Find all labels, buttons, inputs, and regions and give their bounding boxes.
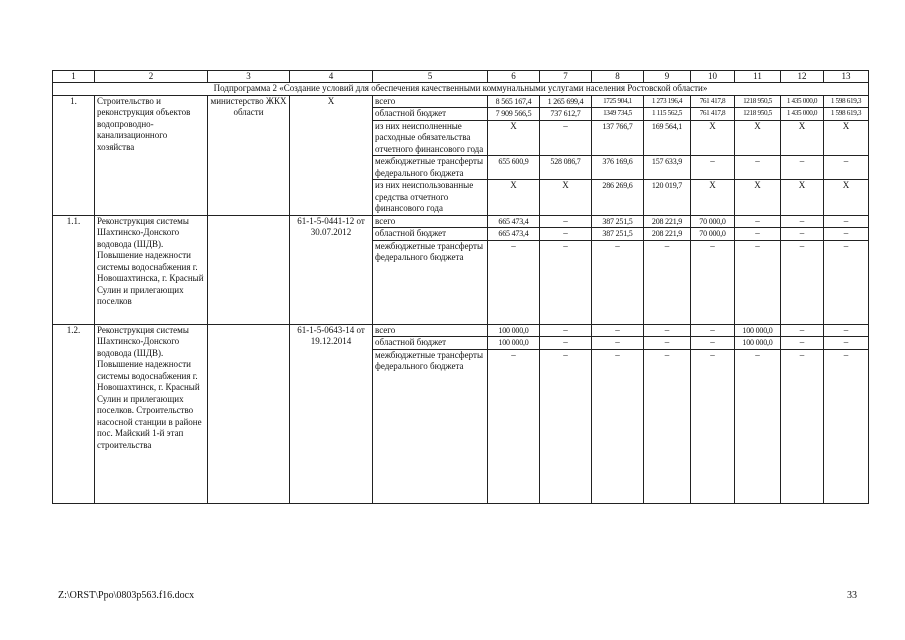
footer-page-number: 33 bbox=[847, 590, 857, 601]
col-header: 12 bbox=[781, 71, 824, 83]
funding-label: всего bbox=[373, 95, 488, 108]
value-cell: – bbox=[781, 215, 824, 228]
funding-label: из них неиспользованные средства отчетного финансового года bbox=[373, 180, 488, 216]
value-cell: – bbox=[592, 337, 644, 350]
col-header: 6 bbox=[488, 71, 540, 83]
value-cell: – bbox=[824, 349, 869, 503]
row-number: 1.2. bbox=[53, 324, 95, 503]
funding-label: областной бюджет bbox=[373, 337, 488, 350]
column-number-row bbox=[53, 71, 869, 83]
value-cell: – bbox=[540, 349, 592, 503]
value-cell: 70 000,0 bbox=[691, 215, 735, 228]
value-cell: – bbox=[735, 215, 781, 228]
expertise-code: 61-1-5-0643-14 от 19.12.2014 bbox=[290, 324, 373, 503]
table-row bbox=[53, 95, 869, 108]
value-cell: – bbox=[540, 228, 592, 241]
value-cell: 7 909 566,5 bbox=[488, 108, 540, 121]
value-cell: – bbox=[824, 228, 869, 241]
value-cell: – bbox=[735, 349, 781, 503]
row-number: 1. bbox=[53, 95, 95, 215]
value-cell: – bbox=[691, 337, 735, 350]
value-cell: Х bbox=[540, 180, 592, 216]
subprogram-row bbox=[53, 83, 869, 96]
funding-label: всего bbox=[373, 215, 488, 228]
funding-label: областной бюджет bbox=[373, 108, 488, 121]
value-cell: Х bbox=[735, 180, 781, 216]
value-cell: – bbox=[691, 156, 735, 180]
funding-label: областной бюджет bbox=[373, 228, 488, 241]
value-cell: – bbox=[735, 156, 781, 180]
footer-file-path: Z:\ORST\Ppo\0803p563.f16.docx bbox=[58, 590, 195, 601]
value-cell: 1 435 000,0 bbox=[781, 108, 824, 121]
col-header: 9 bbox=[644, 71, 691, 83]
value-cell: 100 000,0 bbox=[488, 324, 540, 337]
col-header: 2 bbox=[95, 71, 208, 83]
value-cell: 1349 734,5 bbox=[592, 108, 644, 121]
object-name: Реконструкция системы Шахтинско-Донского водовода (ШДВ). Повышение надежности системы водоснабжения г. Новошахтинска, г. Красный Сулин и прилегающих поселков bbox=[95, 215, 208, 324]
value-cell: Х bbox=[824, 180, 869, 216]
value-cell: Х bbox=[488, 180, 540, 216]
value-cell: 100 000,0 bbox=[735, 337, 781, 350]
table-row bbox=[53, 215, 869, 228]
value-cell: Х bbox=[781, 180, 824, 216]
table-row bbox=[53, 324, 869, 337]
value-cell: 8 565 167,4 bbox=[488, 95, 540, 108]
funding-label: межбюджетные трансферты федерального бюджета bbox=[373, 156, 488, 180]
value-cell: – bbox=[540, 337, 592, 350]
value-cell: 1 273 196,4 bbox=[644, 95, 691, 108]
subprogram-title: Подпрограмма 2 «Создание условий для обеспечения качественными коммунальными услугами населения Ростовской области» bbox=[53, 83, 869, 96]
funding-label: всего bbox=[373, 324, 488, 337]
col-header: 4 bbox=[290, 71, 373, 83]
value-cell: – bbox=[488, 349, 540, 503]
value-cell: – bbox=[781, 337, 824, 350]
value-cell: – bbox=[691, 349, 735, 503]
value-cell: – bbox=[644, 240, 691, 324]
value-cell: – bbox=[735, 240, 781, 324]
budget-table bbox=[52, 70, 869, 504]
value-cell: 137 766,7 bbox=[592, 120, 644, 156]
value-cell: – bbox=[644, 337, 691, 350]
value-cell: – bbox=[644, 324, 691, 337]
value-cell: 655 600,9 bbox=[488, 156, 540, 180]
value-cell: – bbox=[781, 156, 824, 180]
value-cell: – bbox=[691, 324, 735, 337]
object-name: Строительство и реконструкция объектов водопроводно-канализационного хозяйства bbox=[95, 95, 208, 215]
value-cell: – bbox=[540, 240, 592, 324]
value-cell: Х bbox=[488, 120, 540, 156]
responsible-org: министерство ЖКХ области bbox=[208, 95, 290, 215]
value-cell: 528 086,7 bbox=[540, 156, 592, 180]
value-cell: 1 265 699,4 bbox=[540, 95, 592, 108]
value-cell: – bbox=[781, 240, 824, 324]
value-cell: Х bbox=[781, 120, 824, 156]
responsible-org-empty bbox=[208, 324, 290, 503]
value-cell: Х bbox=[735, 120, 781, 156]
funding-label: межбюджетные трансферты федерального бюджета bbox=[373, 240, 488, 324]
value-cell: – bbox=[781, 349, 824, 503]
value-cell: – bbox=[824, 215, 869, 228]
col-header: 1 bbox=[53, 71, 95, 83]
value-cell: 1 598 619,3 bbox=[824, 108, 869, 121]
value-cell: 737 612,7 bbox=[540, 108, 592, 121]
value-cell: 761 417,8 bbox=[691, 108, 735, 121]
expertise-code: Х bbox=[290, 95, 373, 215]
funding-label: межбюджетные трансферты федерального бюджета bbox=[373, 349, 488, 503]
value-cell: – bbox=[540, 120, 592, 156]
value-cell: 208 221,9 bbox=[644, 215, 691, 228]
funding-label: из них неисполненные расходные обязательства отчетного финансового года bbox=[373, 120, 488, 156]
col-header: 13 bbox=[824, 71, 869, 83]
value-cell: – bbox=[824, 156, 869, 180]
value-cell: – bbox=[592, 240, 644, 324]
value-cell: – bbox=[824, 324, 869, 337]
value-cell: – bbox=[592, 349, 644, 503]
value-cell: – bbox=[644, 349, 691, 503]
col-header: 8 bbox=[592, 71, 644, 83]
value-cell: 208 221,9 bbox=[644, 228, 691, 241]
value-cell: 761 417,8 bbox=[691, 95, 735, 108]
value-cell: – bbox=[781, 324, 824, 337]
value-cell: 120 019,7 bbox=[644, 180, 691, 216]
col-header: 7 bbox=[540, 71, 592, 83]
row-number: 1.1. bbox=[53, 215, 95, 324]
expertise-code: 61-1-5-0441-12 от 30.07.2012 bbox=[290, 215, 373, 324]
value-cell: 376 169,6 bbox=[592, 156, 644, 180]
value-cell: Х bbox=[691, 180, 735, 216]
col-header: 5 bbox=[373, 71, 488, 83]
value-cell: 1 598 619,3 bbox=[824, 95, 869, 108]
object-name: Реконструкция системы Шахтинско-Донского водовода (ШДВ). Повышение надежности системы водоснабжения г. Новошахтинск, г. Красный Сулин и прилегающих поселков. Строительство насосной станции в районе пос. Майский 1-й этап строительства bbox=[95, 324, 208, 503]
value-cell: – bbox=[540, 324, 592, 337]
value-cell: – bbox=[735, 228, 781, 241]
value-cell: 387 251,5 bbox=[592, 215, 644, 228]
value-cell: 1725 904,1 bbox=[592, 95, 644, 108]
value-cell: 286 269,6 bbox=[592, 180, 644, 216]
value-cell: 1218 950,5 bbox=[735, 108, 781, 121]
value-cell: 1 435 000,0 bbox=[781, 95, 824, 108]
value-cell: 157 633,9 bbox=[644, 156, 691, 180]
value-cell: 169 564,1 bbox=[644, 120, 691, 156]
col-header: 11 bbox=[735, 71, 781, 83]
responsible-org-empty bbox=[208, 215, 290, 324]
value-cell: 665 473,4 bbox=[488, 228, 540, 241]
value-cell: – bbox=[781, 228, 824, 241]
col-header: 10 bbox=[691, 71, 735, 83]
value-cell: – bbox=[824, 337, 869, 350]
value-cell: Х bbox=[691, 120, 735, 156]
value-cell: 1 115 562,5 bbox=[644, 108, 691, 121]
value-cell: – bbox=[540, 215, 592, 228]
value-cell: Х bbox=[824, 120, 869, 156]
value-cell: 70 000,0 bbox=[691, 228, 735, 241]
value-cell: – bbox=[592, 324, 644, 337]
value-cell: 1218 950,5 bbox=[735, 95, 781, 108]
col-header: 3 bbox=[208, 71, 290, 83]
value-cell: 100 000,0 bbox=[488, 337, 540, 350]
value-cell: 100 000,0 bbox=[735, 324, 781, 337]
value-cell: 665 473,4 bbox=[488, 215, 540, 228]
value-cell: – bbox=[488, 240, 540, 324]
value-cell: – bbox=[824, 240, 869, 324]
value-cell: – bbox=[691, 240, 735, 324]
value-cell: 387 251,5 bbox=[592, 228, 644, 241]
